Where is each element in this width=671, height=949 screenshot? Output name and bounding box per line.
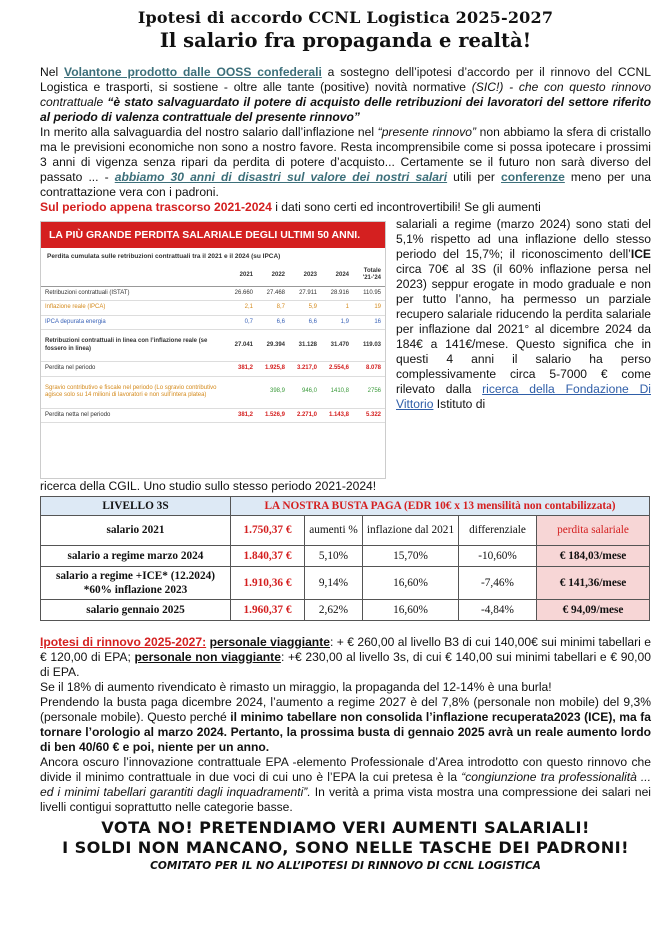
bold-statement: il minimo tabellare non consolida l’inflazione recuperata2023 (ICE), ma fa tornare l’orologio al marzo 2024. Pertanto, la prossima busta di gennaio 2025 avrà un reale aumento lordo di ben 40/60 € e poi, niente per un anno. bbox=[40, 709, 651, 754]
image-row-label: Inflazione reale (IPCA) bbox=[41, 301, 225, 315]
image-cell: 29.394 bbox=[257, 330, 289, 362]
salary-cell-pct: 5,10% bbox=[305, 545, 363, 566]
image-table-header bbox=[41, 265, 385, 286]
disastri-link[interactable]: abbiamo 30 anni di disastri sul valore dei nostri salari bbox=[114, 169, 448, 184]
salary-table-body bbox=[41, 545, 650, 620]
image-cell: 27.468 bbox=[257, 286, 289, 300]
text-run: meno per una contrattazione vera con i padroni. bbox=[40, 169, 652, 199]
committee-footer: COMITATO PER IL NO ALL’IPOTESI DI RINNOVO DI CCNL LOGISTICA bbox=[150, 860, 541, 873]
salary-paragraph bbox=[40, 125, 651, 200]
image-cell: 19 bbox=[353, 301, 385, 315]
image-cell: 0,7 bbox=[225, 315, 257, 329]
period-lead bbox=[40, 200, 651, 215]
salary-cell-diff: -4,84% bbox=[459, 599, 537, 620]
image-cell: 6,6 bbox=[257, 315, 289, 329]
salary-cell-infl: 15,70% bbox=[363, 545, 459, 566]
intro-paragraph bbox=[40, 65, 651, 125]
slogan-vota-no: VOTA NO! PRETENDIAMO VERI AUMENTI SALARIALI! bbox=[101, 817, 590, 837]
image-row-label: Perdita netta nel periodo bbox=[41, 408, 225, 422]
image-cell: 2,1 bbox=[225, 301, 257, 315]
text-run: non abbiamo la sfera di cristallo ma le previsioni economiche non sono a nostro favore. Resta incomprensibile come si possa ipotecare i prossimi 3 anni di vigenza senza ripari da perdita di potere d’acquisto... Certamente se il futuro non sarà diverso del passato ... - bbox=[40, 124, 651, 184]
image-table-row bbox=[41, 362, 385, 376]
quote-text: “congiunzione tra professionalità ... ed i minimi tabellari garantiti dagli inquadramenti”. bbox=[40, 769, 652, 799]
salary-row bbox=[41, 545, 650, 566]
conferenze-link[interactable]: conferenze bbox=[500, 169, 565, 184]
col-header: Totale '21-'24 bbox=[353, 265, 385, 286]
miraggio-paragraph: Se il 18% di aumento rivendicato è rimasto un miraggio, la propaganda del 12-14% è una burla! bbox=[40, 679, 552, 694]
salary-table bbox=[40, 496, 650, 621]
col-header: 2023 bbox=[289, 265, 321, 286]
image-row-label: Sgravio contributivo e fiscale nel periodo (Lo sgravio contributivo agisce solo su 14 milioni di lavoratori e non sull’intera platea) bbox=[41, 376, 225, 408]
image-cell: 27.911 bbox=[289, 286, 321, 300]
inflation-table-image bbox=[40, 221, 386, 479]
text-run: salariali a regime (marzo 2024) sono stati del 5,1% rispetto ad una inflazione dello stesso periodo del 15,7%; il riconoscimento dell’ bbox=[396, 216, 651, 261]
salary-cell-loss: € 141,36/mese bbox=[537, 566, 650, 599]
image-cell: 1.143,8 bbox=[321, 408, 353, 422]
viaggiante-term: personale viaggiante bbox=[209, 634, 330, 649]
text-run: In verità a prima vista mostra una compressione dei salari nei livelli contigui soprattutto nelle categorie basse. bbox=[40, 784, 651, 814]
image-row-label: Retribuzioni contrattuali in linea con l’inflazione reale (se fossero in linea) bbox=[41, 330, 225, 362]
header-blank bbox=[41, 265, 225, 286]
text-run: In merito alla salvaguardia del nostro salario dall’inflazione nel bbox=[40, 124, 378, 139]
image-cell: 946,0 bbox=[289, 376, 321, 408]
col-header: 2022 bbox=[257, 265, 289, 286]
salary-cell-pct: 9,14% bbox=[305, 566, 363, 599]
image-cell: 28.916 bbox=[321, 286, 353, 300]
image-cell: 1.526,9 bbox=[257, 408, 289, 422]
image-cell: 5,9 bbox=[289, 301, 321, 315]
salary-cell-label: salario a regime marzo 2024 bbox=[41, 545, 231, 566]
ice-term: ICE bbox=[630, 246, 651, 261]
sic-note: (SIC!) bbox=[471, 79, 504, 94]
quote-text: “è stato salvaguardato il potere di acquisto delle retribuzioni dei lavoratori del settore riferito al periodo di valenza contrattuale del presente rinnovo” bbox=[40, 94, 652, 124]
salary-cell-value: 1.910,36 € bbox=[231, 566, 305, 599]
image-table-row bbox=[41, 315, 385, 329]
salary-cell-diff: -7,46% bbox=[459, 566, 537, 599]
image-cell: 381,2 bbox=[225, 362, 257, 376]
salary-cell-diff: -10,60% bbox=[459, 545, 537, 566]
image-cell: 8.078 bbox=[353, 362, 385, 376]
image-banner: LA PIÙ GRANDE PERDITA SALARIALE DEGLI ULTIMI 50 ANNI. bbox=[41, 222, 385, 248]
text-run: Prendendo la busta paga dicembre 2024, l’aumento a regime 2027 è del 7,8% (personale non mobile) del 9,3% (personale mobile). Questo perché bbox=[40, 694, 651, 724]
period-side-text bbox=[396, 217, 651, 479]
volantone-link[interactable]: Volantone prodotto dalle OOSS confederali bbox=[64, 65, 322, 79]
image-cell: 5.322 bbox=[353, 408, 385, 422]
col-header: perdita salariale bbox=[537, 515, 650, 545]
salary-cell-label: salario a regime +ICE* (12.2024) *60% inflazione 2023 bbox=[41, 566, 231, 599]
col-header: aumenti % bbox=[305, 515, 363, 545]
salary-cell-label: salario gennaio 2025 bbox=[41, 599, 231, 620]
image-table-body bbox=[41, 286, 385, 422]
col-header: 2024 bbox=[321, 265, 353, 286]
salary-cell-pct: 2,62% bbox=[305, 599, 363, 620]
period-heading: Sul periodo appena trascorso 2021-2024 bbox=[40, 199, 272, 214]
image-cell: 2756 bbox=[353, 376, 385, 408]
text-run: : + € 260,00 al livello B3 di cui 140,00€ sui minimi tabellari e € 120,00 di EPA; bbox=[40, 634, 651, 664]
salary-table-header-1 bbox=[41, 496, 650, 515]
level-header: LIVELLO 3S bbox=[41, 496, 231, 515]
image-subtitle: Perdita cumulata sulle retribuzioni contrattuali tra il 2021 e il 2024 (su IPCA) bbox=[47, 252, 281, 260]
image-table-row bbox=[41, 330, 385, 362]
text-run: Istituto di bbox=[433, 396, 486, 411]
period-section bbox=[40, 217, 651, 479]
fondazione-link[interactable]: ricerca della Fondazione Di Vittorio bbox=[396, 381, 651, 411]
image-cell: 2.271,0 bbox=[289, 408, 321, 422]
col-header: inflazione dal 2021 bbox=[363, 515, 459, 545]
salary-cell-infl: 16,60% bbox=[363, 566, 459, 599]
image-table-row bbox=[41, 408, 385, 422]
leaflet-subtitle: Il salario fra propaganda e realtà! bbox=[159, 28, 532, 52]
image-cell: 26.660 bbox=[225, 286, 257, 300]
image-table-row bbox=[41, 301, 385, 315]
text-run: i dati sono certi ed incontrovertibili! Se gli aumenti bbox=[271, 199, 541, 214]
image-cell: 398,9 bbox=[257, 376, 289, 408]
row-value: 1.750,37 € bbox=[231, 515, 305, 545]
image-table bbox=[41, 265, 385, 423]
salary-cell-loss: € 184,03/mese bbox=[537, 545, 650, 566]
row-label: salario 2021 bbox=[41, 515, 231, 545]
image-cell: 1.925,8 bbox=[257, 362, 289, 376]
image-cell: 31.470 bbox=[321, 330, 353, 362]
proposal-heading: Ipotesi di rinnovo 2025-2027: bbox=[40, 634, 207, 649]
image-table-row bbox=[41, 376, 385, 408]
text-run: Ancora oscuro l’innovazione contrattuale EPA -elemento Professionale d’Area introdotto con questo rinnovo che divide il minimo contrattuale in due voci di cui uno è l’EPA la cui pretesa è la bbox=[40, 754, 651, 784]
salary-row bbox=[41, 566, 650, 599]
image-cell: 6,6 bbox=[289, 315, 321, 329]
image-cell: 31.128 bbox=[289, 330, 321, 362]
salary-cell-infl: 16,60% bbox=[363, 599, 459, 620]
salary-cell-value: 1.960,37 € bbox=[231, 599, 305, 620]
col-header: 2021 bbox=[225, 265, 257, 286]
proposal-section bbox=[40, 635, 651, 815]
text-run: Nel bbox=[40, 65, 65, 79]
image-cell: 27.041 bbox=[225, 330, 257, 362]
image-cell: 2.554,6 bbox=[321, 362, 353, 376]
text-run: circa 70€ al 3S (il 60% inflazione persa nel 2023) seppur erogate in modo graduale e non per tutto l’anno, ha permesso un parziale recupero salariale riducendo la perdita salariale per inflazione dal 2021° al dicembre 2024 da 184€ a 141€/mese. Questo significa che in questi 4 anni il salario ha perso complessivamente circa 5-7000 € come rilevato dalla bbox=[396, 261, 651, 396]
image-table-row bbox=[41, 286, 385, 300]
text-run: : +€ 230,00 al livello 3s, di cui € 140,00 sui minimi tabellari e € 90,00 di EPA. bbox=[40, 649, 651, 679]
image-cell: 381,2 bbox=[225, 408, 257, 422]
col-header: differenziale bbox=[459, 515, 537, 545]
image-cell: 16 bbox=[353, 315, 385, 329]
image-cell: 110.95 bbox=[353, 286, 385, 300]
busta-paragraph bbox=[40, 695, 651, 755]
image-row-label: Retribuzioni contrattuali (ISTAT) bbox=[41, 286, 225, 300]
salary-row bbox=[41, 599, 650, 620]
period-tail: ricerca della CGIL. Uno studio sullo stesso periodo 2021-2024! bbox=[40, 478, 377, 493]
text-run: utili per bbox=[447, 169, 501, 184]
image-row-label: IPCA depurata energia bbox=[41, 315, 225, 329]
image-cell: 119.03 bbox=[353, 330, 385, 362]
salary-cell-value: 1.840,37 € bbox=[231, 545, 305, 566]
image-row-label: Perdita nel periodo bbox=[41, 362, 225, 376]
text-run: a sostegno dell’ipotesi d’accordo per il rinnovo del CCNL Logistica e trasporti, si sostiene - oltre alle tante (positive) novità normative bbox=[40, 65, 651, 94]
side-paragraph bbox=[396, 217, 651, 412]
salary-table-header-2 bbox=[41, 515, 650, 545]
epa-paragraph bbox=[40, 755, 651, 815]
leaflet-title: Ipotesi di accordo CCNL Logistica 2025-2027 bbox=[137, 8, 554, 27]
slogan-soldi: I SOLDI NON MANCANO, SONO NELLE TASCHE DEI PADRONI! bbox=[62, 837, 629, 857]
image-cell: 1410,8 bbox=[321, 376, 353, 408]
image-cell: 3.217,0 bbox=[289, 362, 321, 376]
non-viaggiante-term: personale non viaggiante bbox=[134, 649, 281, 664]
proposal-paragraph bbox=[40, 635, 651, 680]
table-title: LA NOSTRA BUSTA PAGA (EDR 10€ x 13 mensilità non contabilizzata) bbox=[231, 496, 650, 515]
text-run: - che con questo rinnovo contrattuale bbox=[40, 79, 651, 109]
image-cell: 1,9 bbox=[321, 315, 353, 329]
salary-cell-loss: € 94,09/mese bbox=[537, 599, 650, 620]
image-cell bbox=[225, 376, 257, 408]
quote-text: “presente rinnovo” bbox=[377, 124, 477, 139]
image-cell: 1 bbox=[321, 301, 353, 315]
image-cell: 8,7 bbox=[257, 301, 289, 315]
